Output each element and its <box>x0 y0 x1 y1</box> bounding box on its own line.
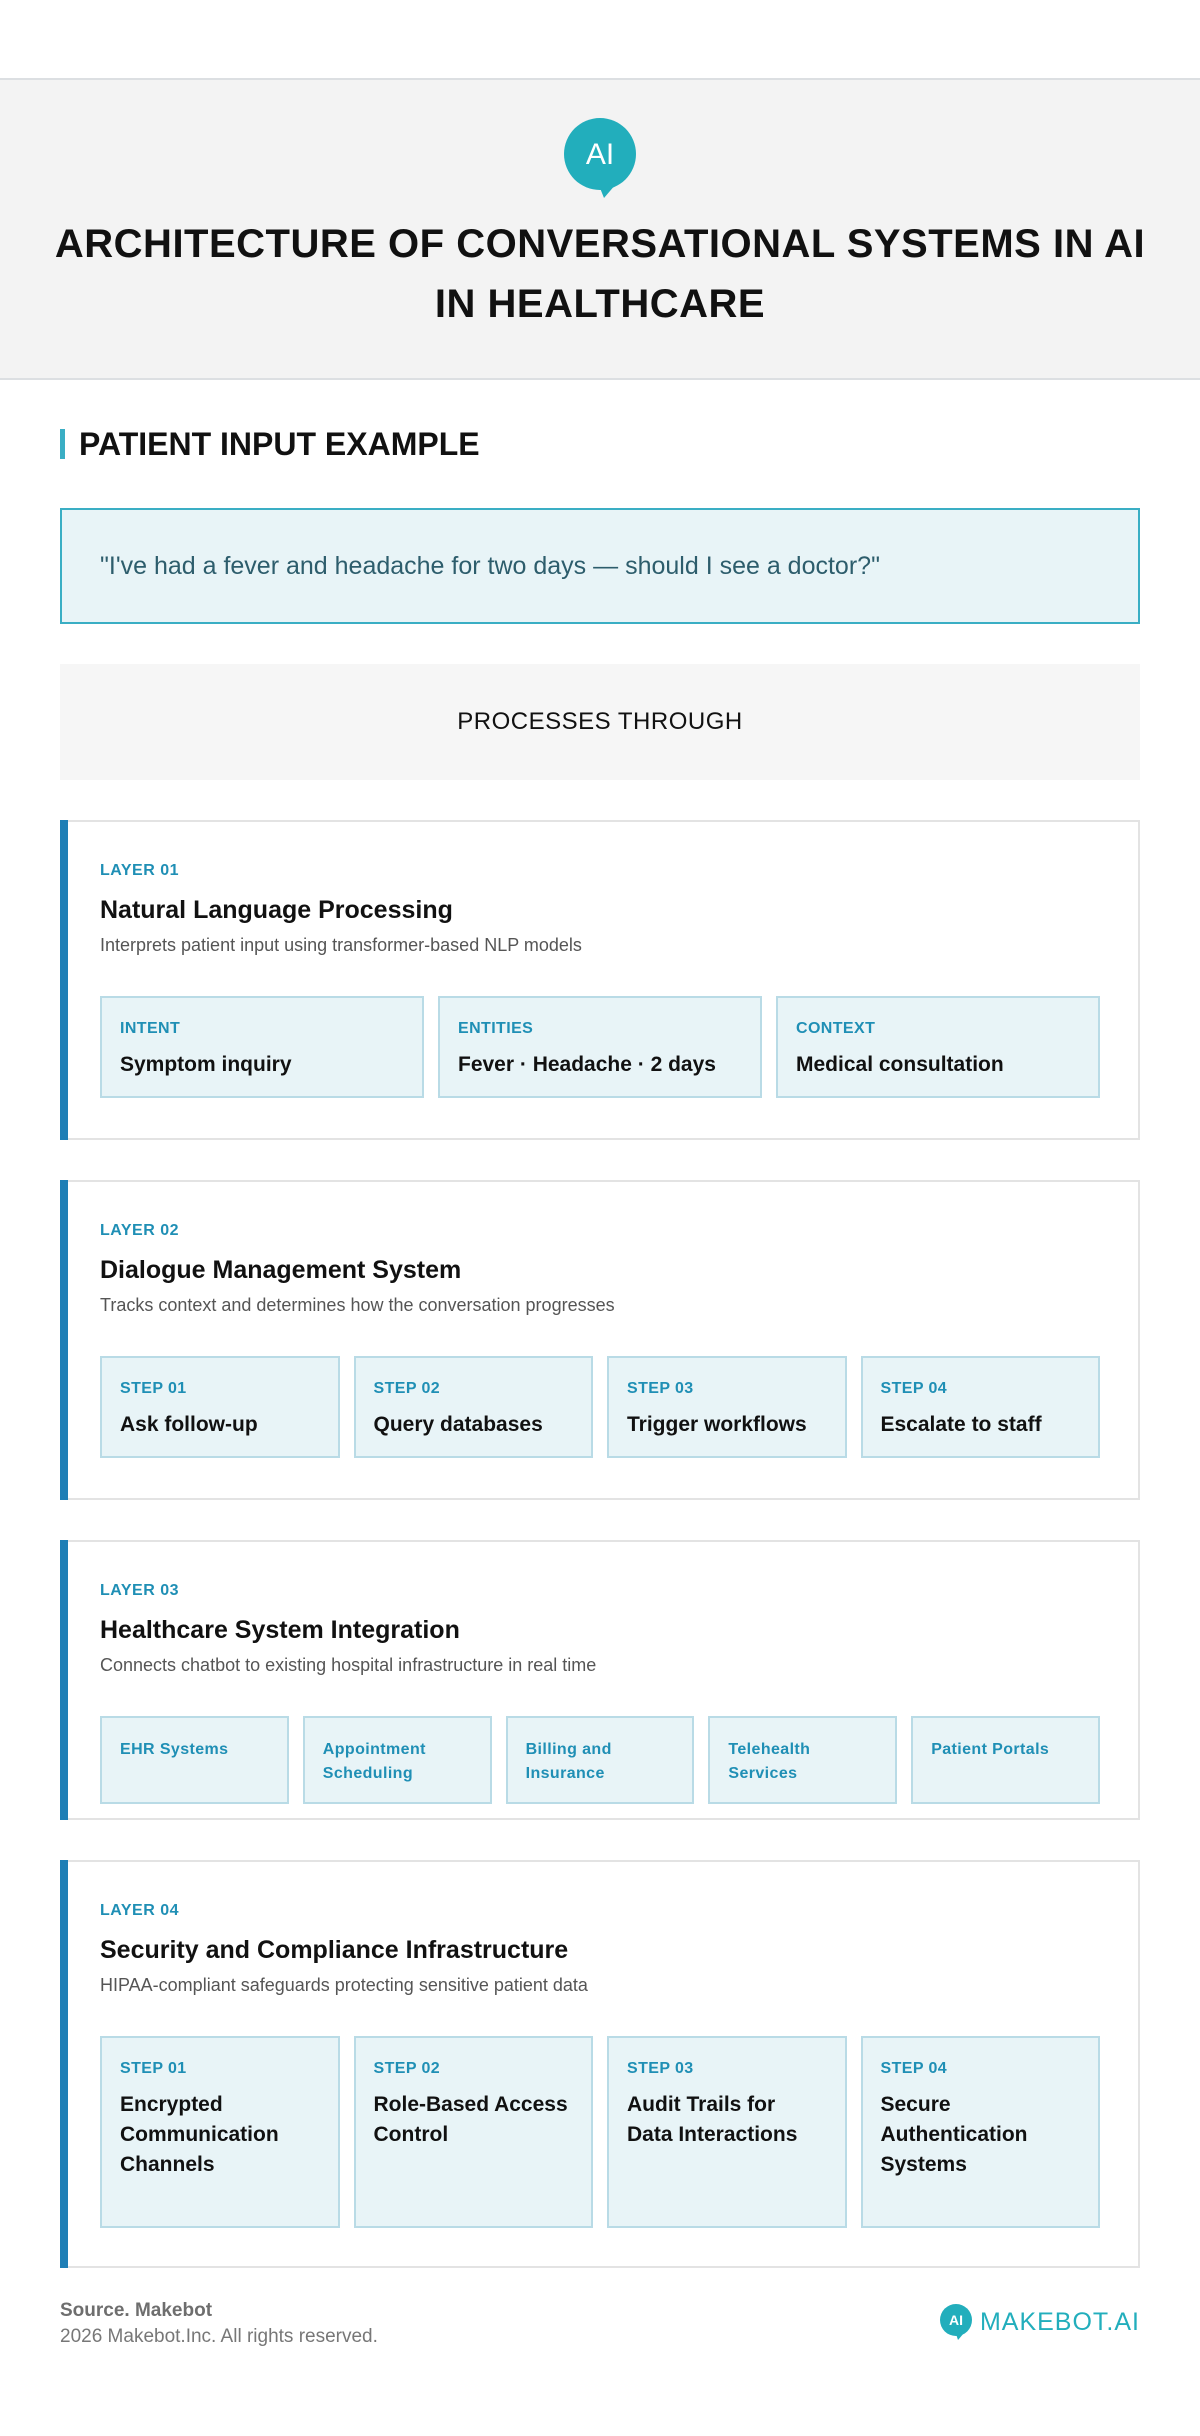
source-label: Source. Makebot <box>60 2300 213 2321</box>
step-card <box>861 1356 1101 1458</box>
card-label: STEP 03 <box>627 1380 694 1397</box>
processes-through-banner <box>60 664 1140 780</box>
integration-card <box>911 1716 1100 1804</box>
layer-description: Tracks context and determines how the conversation progresses <box>100 1295 615 1315</box>
card-label: STEP 01 <box>120 1380 187 1397</box>
card-label: Billing and Insurance <box>525 1741 612 1782</box>
page-footer <box>60 2300 1140 2360</box>
heading-accent-bar <box>60 429 65 459</box>
brand-icon-text: AI <box>948 2312 963 2328</box>
card-value: Audit Trails for Data Interactions <box>627 2093 798 2146</box>
processes-label: PROCESSES THROUGH <box>457 708 743 735</box>
footer-source-block <box>60 2300 378 2348</box>
card-label: Appointment Scheduling <box>322 1741 426 1782</box>
brand-bubble-icon <box>940 2304 972 2340</box>
step-card <box>100 1356 340 1458</box>
page-header <box>0 80 1200 380</box>
card-label: STEP 04 <box>880 2060 948 2077</box>
card-value: Role-Based Access Control <box>373 2093 568 2146</box>
page-title: ARCHITECTURE OF CONVERSATIONAL SYSTEMS IN AI IN HEALTHCARE <box>54 222 1146 326</box>
patient-quote: "I've had a fever and headache for two days — should I see a doctor?" <box>100 551 880 580</box>
patient-quote-box <box>60 508 1140 624</box>
card-value: Symptom inquiry <box>120 1053 292 1076</box>
top-spacer <box>0 0 1200 80</box>
layer-cards <box>100 1716 1100 1804</box>
layer-description: Interprets patient input using transformer-based NLP models <box>100 935 582 955</box>
integration-card <box>506 1716 695 1804</box>
card-label: ENTITIES <box>458 1020 534 1037</box>
card-label: STEP 03 <box>627 2060 694 2077</box>
card-value: Query databases <box>373 1413 543 1436</box>
step-card <box>100 2036 340 2228</box>
step-card <box>607 1356 847 1458</box>
step-card <box>354 1356 594 1458</box>
layer-cards <box>100 2036 1100 2228</box>
layer-tag: LAYER 03 <box>100 1582 179 1599</box>
layer-description: Connects chatbot to existing hospital infrastructure in real time <box>100 1655 597 1675</box>
layer-system-integration <box>60 1540 1140 1820</box>
card-value: Ask follow-up <box>120 1413 258 1436</box>
layer-dialogue-management <box>60 1180 1140 1500</box>
layer-description: HIPAA-compliant safeguards protecting sensitive patient data <box>100 1975 588 1995</box>
brand-name: MAKEBOT.AI <box>979 2307 1140 2336</box>
card-value: Trigger workflows <box>627 1413 807 1436</box>
brand-logo[interactable] <box>940 2304 1140 2340</box>
card-entities <box>438 996 762 1098</box>
card-label: STEP 01 <box>120 2060 187 2077</box>
card-value: Secure Authentication Systems <box>880 2093 1028 2176</box>
card-label: STEP 02 <box>373 2060 441 2077</box>
card-label: INTENT <box>120 1020 181 1037</box>
layer-security-compliance <box>60 1860 1140 2268</box>
card-label: Patient Portals <box>931 1741 1050 1758</box>
layer-tag: LAYER 04 <box>100 1902 179 1919</box>
card-label: Telehealth Services <box>728 1741 811 1782</box>
card-value: Encrypted Communication Channels <box>120 2093 279 2176</box>
layer-cards <box>100 1356 1100 1458</box>
layer-name: Dialogue Management System <box>100 1256 462 1284</box>
card-context <box>776 996 1100 1098</box>
integration-card <box>708 1716 897 1804</box>
layer-name: Security and Compliance Infrastructure <box>100 1936 569 1964</box>
copyright-text: 2026 Makebot.Inc. All rights reserved. <box>60 2326 378 2347</box>
main-content <box>0 426 1200 2268</box>
layer-tag: LAYER 02 <box>100 1222 179 1239</box>
card-label: STEP 02 <box>373 1380 441 1397</box>
step-card <box>861 2036 1101 2228</box>
card-intent <box>100 996 424 1098</box>
card-value: Medical consultation <box>796 1053 1004 1076</box>
integration-card <box>100 1716 289 1804</box>
card-label: STEP 04 <box>880 1380 948 1397</box>
logo-text: AI <box>585 138 615 171</box>
card-value: Fever · Headache · 2 days <box>458 1053 716 1076</box>
card-value: Escalate to staff <box>880 1413 1042 1436</box>
card-label: CONTEXT <box>796 1020 876 1037</box>
section-heading <box>60 426 1140 462</box>
step-card <box>354 2036 594 2228</box>
layer-name: Healthcare System Integration <box>100 1616 460 1644</box>
section-title: PATIENT INPUT EXAMPLE <box>79 425 480 462</box>
ai-logo-icon <box>564 118 636 190</box>
layer-tag: LAYER 01 <box>100 862 179 879</box>
layer-nlp <box>60 820 1140 1140</box>
integration-card <box>303 1716 492 1804</box>
layer-cards <box>100 996 1100 1098</box>
layer-name: Natural Language Processing <box>100 896 453 924</box>
step-card <box>607 2036 847 2228</box>
card-label: EHR Systems <box>120 1741 229 1758</box>
